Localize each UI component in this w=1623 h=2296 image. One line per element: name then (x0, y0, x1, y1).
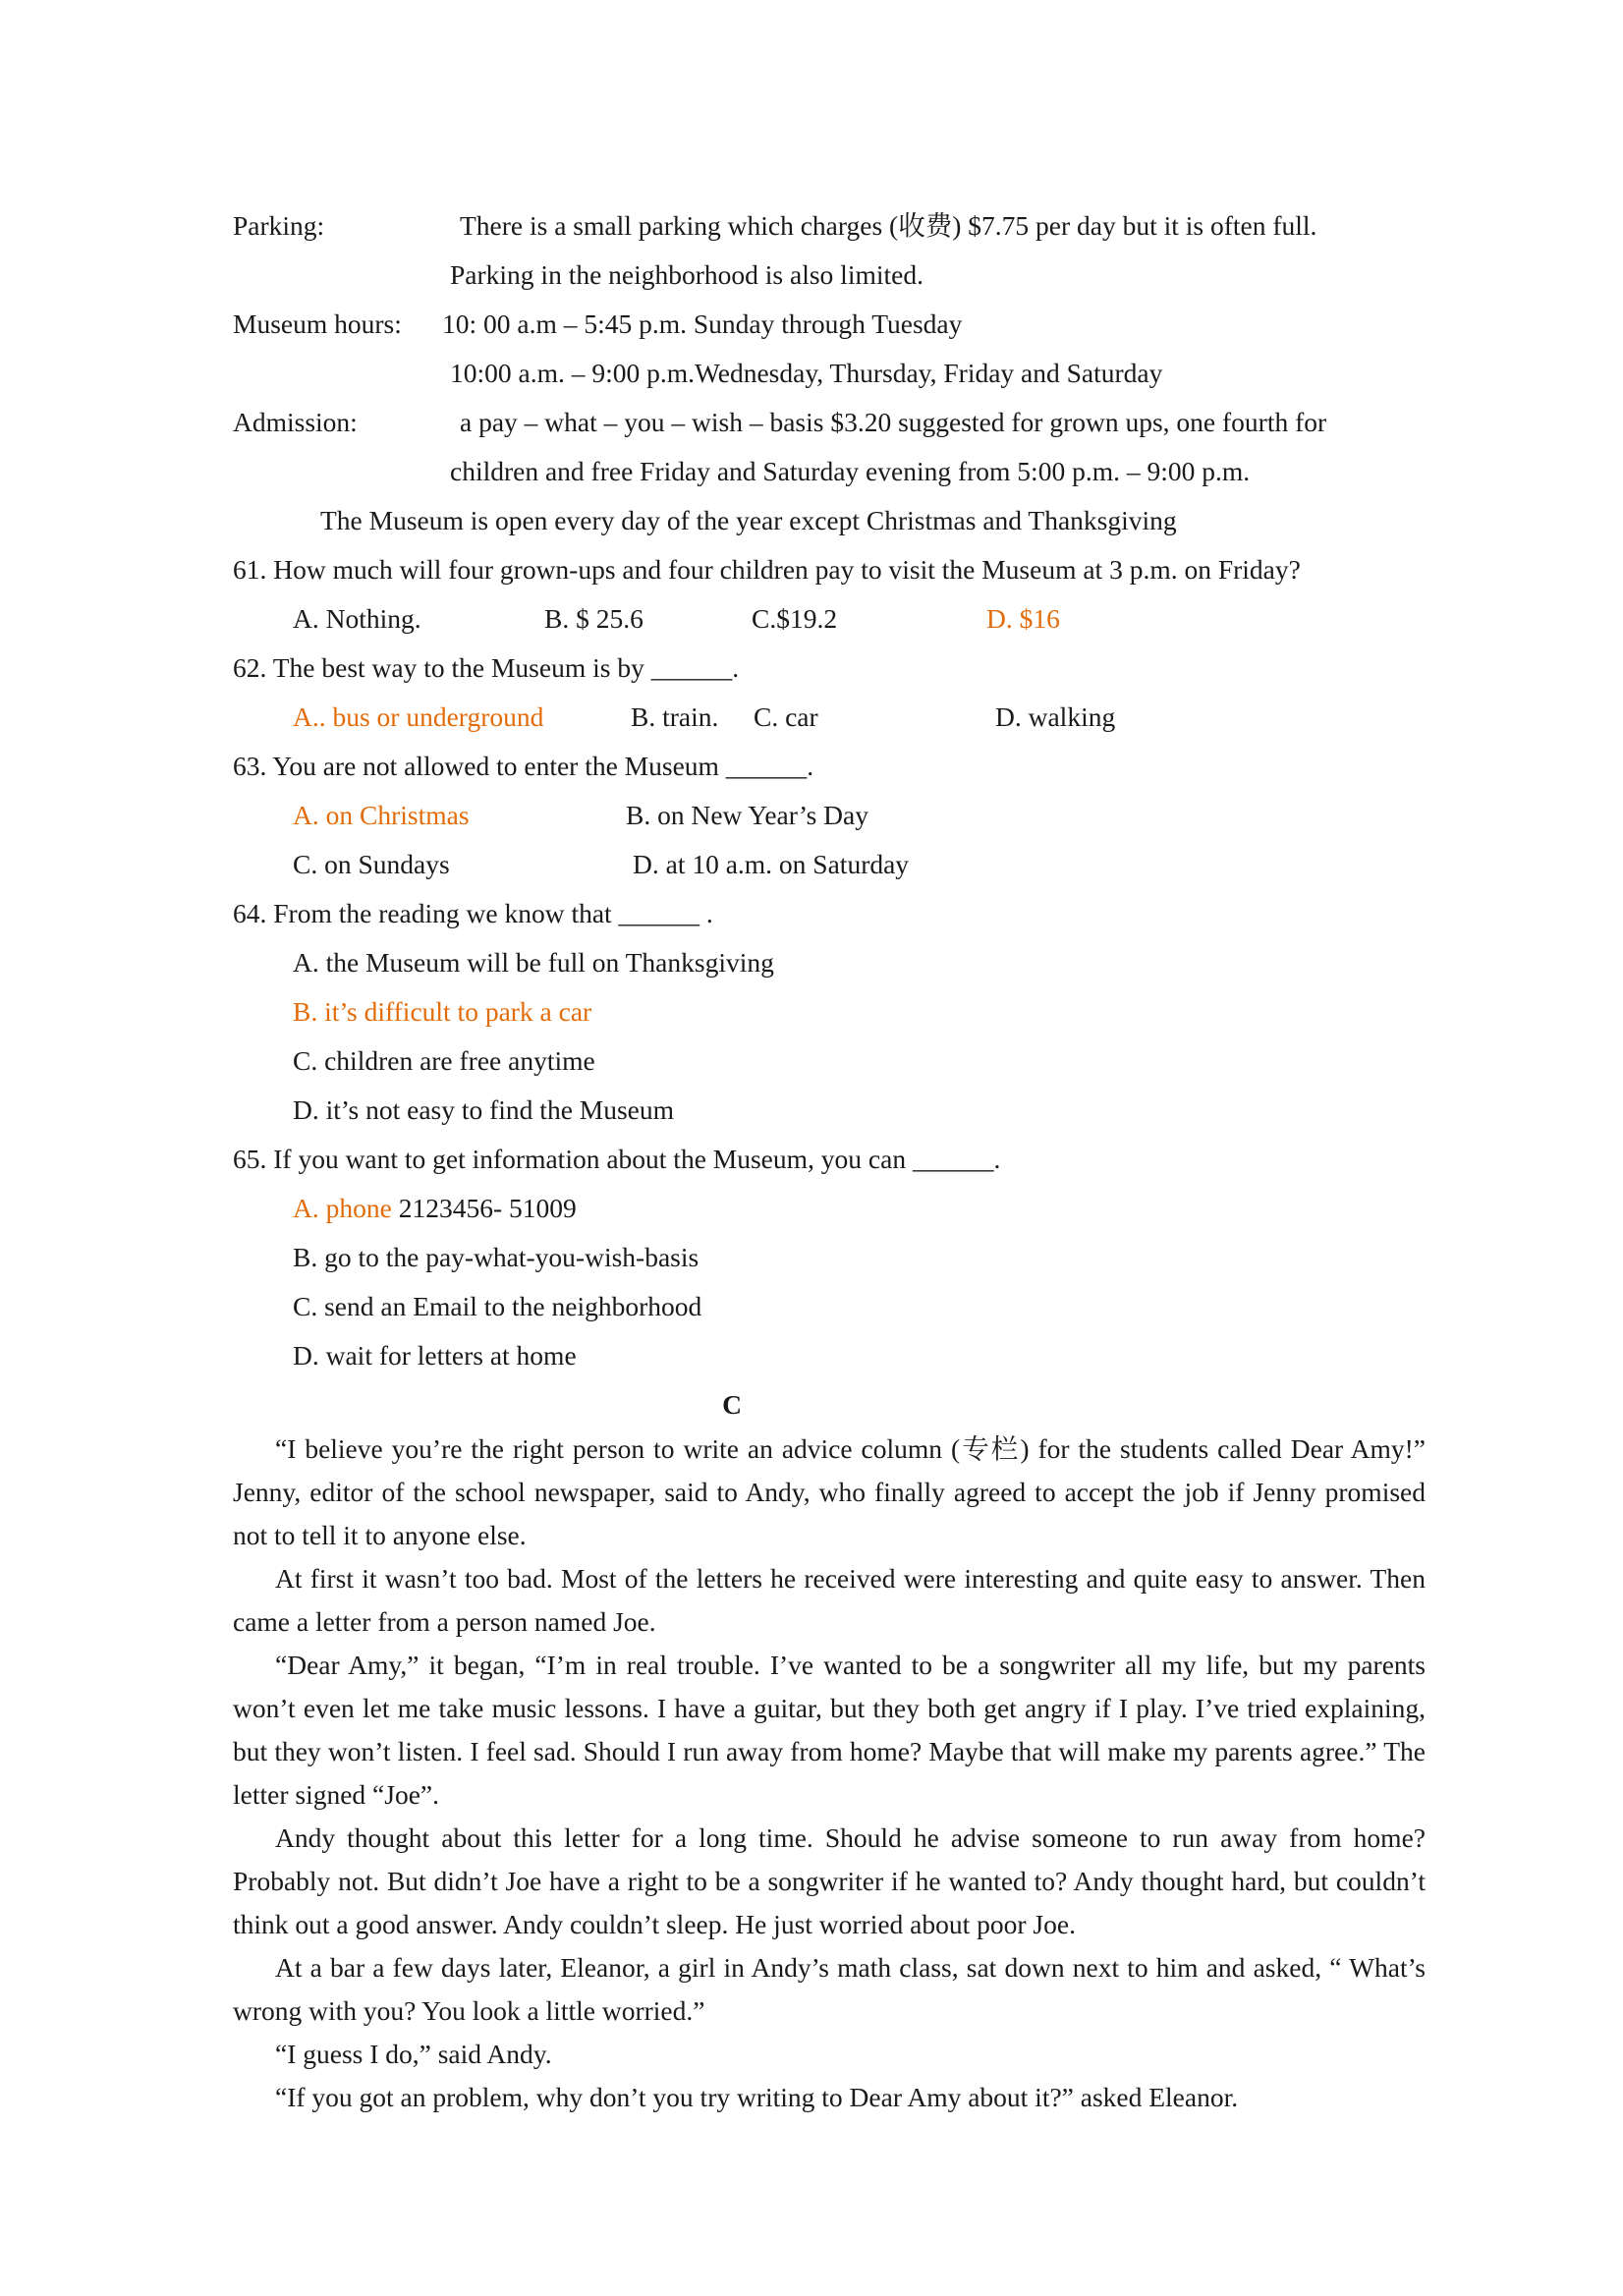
hours-line-2: 10:00 a.m. – 9:00 p.m.Wednesday, Thursday, Friday and Saturday (450, 358, 1163, 388)
option-b-answer: B. it’s difficult to park a car (293, 996, 592, 1027)
passage-paragraph: Andy thought about this letter for a long time. Should he advise someone to run away from home? Probably not. But didn’t Joe have a right to be a songwriter if he wanted to? Andy thought hard, but couldn’t think out a good answer. Andy couldn’t sleep. He just worried about poor Joe. (233, 1822, 1426, 1939)
option-a-phone: 2123456- 51009 (391, 1193, 577, 1223)
passage-paragraph: “Dear Amy,” it began, “I’m in real trouble. I’ve wanted to be a songwriter all my life, but my parents won’t even let me take music lessons. I have a guitar, but they both get angry if I play. I’ve tried explaining, but they won’t listen. I feel sad. Should I run away from home? Maybe that will make my parents agree.” The letter signed “Joe”. (233, 1650, 1426, 1810)
parking-line-2: Parking in the neighborhood is also limited. (450, 259, 923, 290)
passage-paragraph: “I guess I do,” said Andy. (275, 2039, 552, 2069)
question-stem: 63. You are not allowed to enter the Museum ______. (233, 751, 814, 781)
option-a-answer: A. on Christmas (293, 800, 470, 830)
option-a: A. Nothing. (293, 603, 421, 634)
admission-line-1: a pay – what – you – wish – basis $3.20 suggested for grown ups, one fourth for (460, 407, 1327, 437)
parking-label: Parking: (233, 210, 325, 241)
option-c: C. children are free anytime (293, 1045, 595, 1076)
option-c: C. send an Email to the neighborhood (293, 1291, 702, 1321)
question-stem: 62. The best way to the Museum is by ______. (233, 652, 740, 683)
admission-label: Admission: (233, 407, 358, 437)
option-d: D. it’s not easy to find the Museum (293, 1094, 675, 1125)
option-b: B. train. (631, 701, 719, 732)
option-d: D. at 10 a.m. on Saturday (633, 849, 910, 879)
option-c: C. car (754, 701, 818, 732)
option-b: B. $ 25.6 (544, 603, 644, 634)
option-a: A. the Museum will be full on Thanksgiving (293, 947, 774, 978)
option-d: D. wait for letters at home (293, 1340, 577, 1371)
question-stem: 61. How much will four grown-ups and four children pay to visit the Museum at 3 p.m. on Friday? (233, 554, 1301, 585)
option-b: B. go to the pay-what-you-wish-basis (293, 1242, 700, 1272)
option-d-answer: D. $16 (986, 603, 1060, 634)
option-c: C.$19.2 (752, 603, 838, 634)
option-c: C. on Sundays (293, 849, 450, 879)
section-title: C (722, 1389, 742, 1420)
hours-line-1: 10: 00 a.m – 5:45 p.m. Sunday through Tuesday (442, 308, 963, 339)
option-d: D. walking (995, 701, 1116, 732)
admission-line-2: children and free Friday and Saturday evening from 5:00 p.m. – 9:00 p.m. (450, 456, 1251, 486)
option-b: B. on New Year’s Day (626, 800, 868, 830)
passage-paragraph: At first it wasn’t too bad. Most of the letters he received were interesting and quite easy to answer. Then came a letter from a person named Joe. (233, 1563, 1426, 1637)
open-note: The Museum is open every day of the year except Christmas and Thanksgiving (320, 505, 1177, 535)
passage-paragraph: “If you got an problem, why don’t you try writing to Dear Amy about it?” asked Eleanor. (275, 2082, 1239, 2112)
question-stem: 65. If you want to get information about the Museum, you can ______. (233, 1144, 1001, 1174)
passage-paragraph: At a bar a few days later, Eleanor, a girl in Andy’s math class, sat down next to him and asked, “ What’s wrong with you? You look a little worried.” (233, 1952, 1426, 2026)
option-a-answer: A.. bus or underground (293, 701, 544, 732)
parking-line-1: There is a small parking which charges (收费) $7.75 per day but it is often full. (460, 210, 1317, 241)
passage-paragraph: “I believe you’re the right person to write an advice column (专栏) for the students called Dear Amy!” Jenny, editor of the school newspaper, said to Andy, who finally agreed to accept the job if Jenny promised not to tell it to anyone else. (233, 1433, 1426, 1550)
hours-label: Museum hours: (233, 308, 402, 339)
question-stem: 64. From the reading we know that ______ . (233, 898, 713, 928)
option-a-answer: A. phone (293, 1193, 392, 1223)
reading-passage (233, 1428, 1426, 2119)
option-a-line (293, 1195, 577, 1222)
